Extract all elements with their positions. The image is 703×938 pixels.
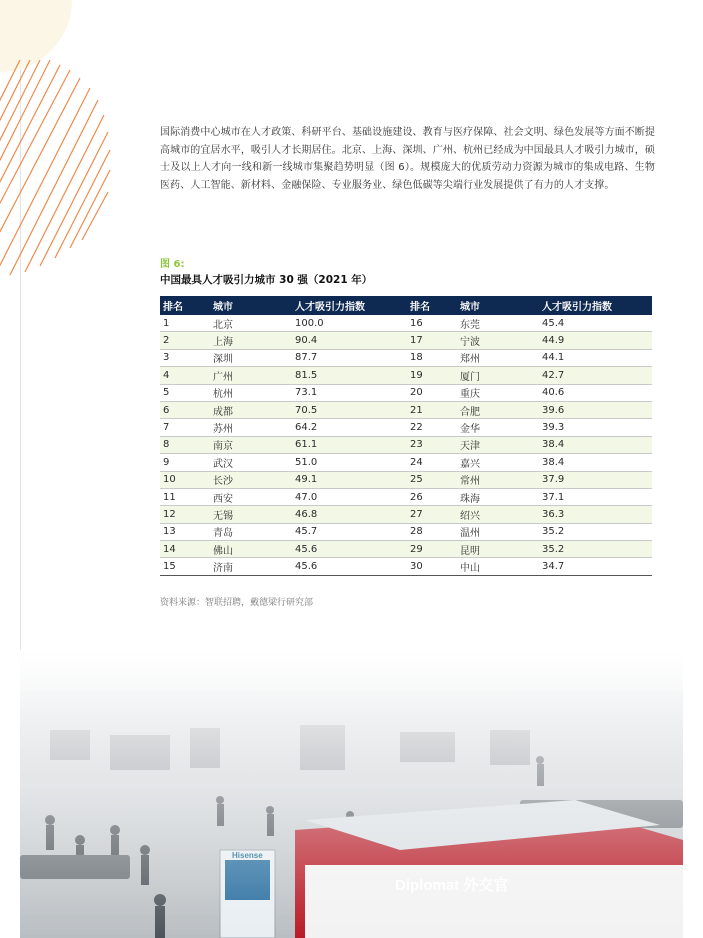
header-rank: 排名 [407,296,457,315]
cell-index: 51.0 [292,454,407,471]
cell-city: 济南 [210,558,292,575]
intro-paragraph: 国际消费中心城市在人才政策、科研平台、基础设施建设、教育与医疗保障、社会文明、绿色发展等方面不断提高城市的宜居水平，吸引人才长期居住。北京、上海、深圳、广州、杭州已经成为中国最具人才吸引力城市，硕士及以上人才向一线和新一线城市集聚趋势明显（图 6）。规模庞大的优质劳动力资源为城市的集成电路、生物医药、人工智能、新材料、金融保险、专业服务业、绿色低碳等尖端行业发展提供了有力的人才支撑。 [160,127,655,191]
cell-index: 38.4 [539,454,652,471]
cell-city: 常州 [457,471,539,488]
table-row [160,401,652,418]
cell-index: 46.8 [292,506,407,523]
cell-rank: 22 [407,419,457,436]
header-rank: 排名 [160,296,210,315]
cell-index: 73.1 [292,384,407,401]
cell-rank: 28 [407,523,457,540]
cell-index: 49.1 [292,471,407,488]
cell-rank: 16 [407,315,457,332]
city-ranking-table [160,296,652,576]
table-header-row [160,296,652,315]
cell-rank: 15 [160,558,210,575]
cell-index: 45.4 [539,315,652,332]
cell-rank: 9 [160,454,210,471]
table-row [160,471,652,488]
cell-rank: 17 [407,332,457,349]
cell-city: 佛山 [210,541,292,558]
table-row [160,541,652,558]
cell-city: 青岛 [210,523,292,540]
cell-rank: 20 [407,384,457,401]
cell-rank: 3 [160,349,210,366]
cell-city: 武汉 [210,454,292,471]
cell-rank: 30 [407,558,457,575]
cell-index: 90.4 [292,332,407,349]
cell-index: 87.7 [292,349,407,366]
table-row [160,436,652,453]
cell-index: 44.9 [539,332,652,349]
cell-rank: 19 [407,367,457,384]
cell-city: 苏州 [210,419,292,436]
table-row [160,506,652,523]
table-row [160,315,652,332]
cell-index: 44.1 [539,349,652,366]
cell-city: 北京 [210,315,292,332]
cell-rank: 1 [160,315,210,332]
cell-rank: 26 [407,488,457,505]
cell-rank: 12 [160,506,210,523]
cell-rank: 6 [160,401,210,418]
cell-city: 重庆 [457,384,539,401]
cell-index: 40.6 [539,384,652,401]
table-row [160,523,652,540]
cell-city: 宁波 [457,332,539,349]
table-row [160,384,652,401]
cell-city: 广州 [210,367,292,384]
header-index: 人才吸引力指数 [539,296,652,315]
table-row [160,349,652,366]
cell-city: 绍兴 [457,506,539,523]
table-row [160,332,652,349]
cell-rank: 18 [407,349,457,366]
cell-city: 成都 [210,401,292,418]
figure-label: 图 6: [160,259,185,270]
cell-index: 70.5 [292,401,407,418]
cell-city: 合肥 [457,401,539,418]
cell-city: 嘉兴 [457,454,539,471]
table-row [160,367,652,384]
cell-rank: 10 [160,471,210,488]
cell-rank: 8 [160,436,210,453]
table-row [160,454,652,471]
cell-rank: 29 [407,541,457,558]
source-note: 资料来源：智联招聘，戴德梁行研究部 [160,598,314,608]
cell-city: 中山 [457,558,539,575]
cell-rank: 4 [160,367,210,384]
table-row [160,558,652,575]
cell-rank: 2 [160,332,210,349]
cell-index: 100.0 [292,315,407,332]
cell-city: 东莞 [457,315,539,332]
cell-index: 37.9 [539,471,652,488]
cell-city: 珠海 [457,488,539,505]
cell-index: 37.1 [539,488,652,505]
cell-rank: 13 [160,523,210,540]
cell-city: 长沙 [210,471,292,488]
cell-rank: 21 [407,401,457,418]
cell-city: 温州 [457,523,539,540]
cell-index: 36.3 [539,506,652,523]
cell-city: 南京 [210,436,292,453]
cell-rank: 14 [160,541,210,558]
cell-index: 39.3 [539,419,652,436]
cell-city: 金华 [457,419,539,436]
cell-index: 38.4 [539,436,652,453]
cell-city: 厦门 [457,367,539,384]
cell-index: 45.7 [292,523,407,540]
cell-rank: 27 [407,506,457,523]
cell-index: 34.7 [539,558,652,575]
cell-index: 45.6 [292,558,407,575]
orange-stripes [0,60,110,275]
cell-city: 西安 [210,488,292,505]
cell-city: 无锡 [210,506,292,523]
cell-rank: 11 [160,488,210,505]
figure-title: 中国最具人才吸引力城市 30 强（2021 年） [160,274,373,286]
cell-index: 45.6 [292,541,407,558]
table-row [160,488,652,505]
cell-city: 昆明 [457,541,539,558]
table-body [160,315,652,575]
cell-index: 64.2 [292,419,407,436]
cell-rank: 5 [160,384,210,401]
table-row [160,419,652,436]
cell-city: 深圳 [210,349,292,366]
cell-city: 郑州 [457,349,539,366]
header-city: 城市 [210,296,292,315]
cell-rank: 7 [160,419,210,436]
cell-city: 杭州 [210,384,292,401]
cell-index: 35.2 [539,523,652,540]
cell-city: 天津 [457,436,539,453]
header-index: 人才吸引力指数 [292,296,407,315]
cell-rank: 24 [407,454,457,471]
decorative-corner-graphic [0,0,150,290]
airport-hall-photo [20,650,683,938]
cell-city: 上海 [210,332,292,349]
header-city: 城市 [457,296,539,315]
cell-index: 39.6 [539,401,652,418]
cell-index: 35.2 [539,541,652,558]
cell-index: 81.5 [292,367,407,384]
cell-index: 47.0 [292,488,407,505]
cell-rank: 23 [407,436,457,453]
cell-index: 61.1 [292,436,407,453]
cream-circle-shape [0,0,72,72]
cell-rank: 25 [407,471,457,488]
cell-index: 42.7 [539,367,652,384]
